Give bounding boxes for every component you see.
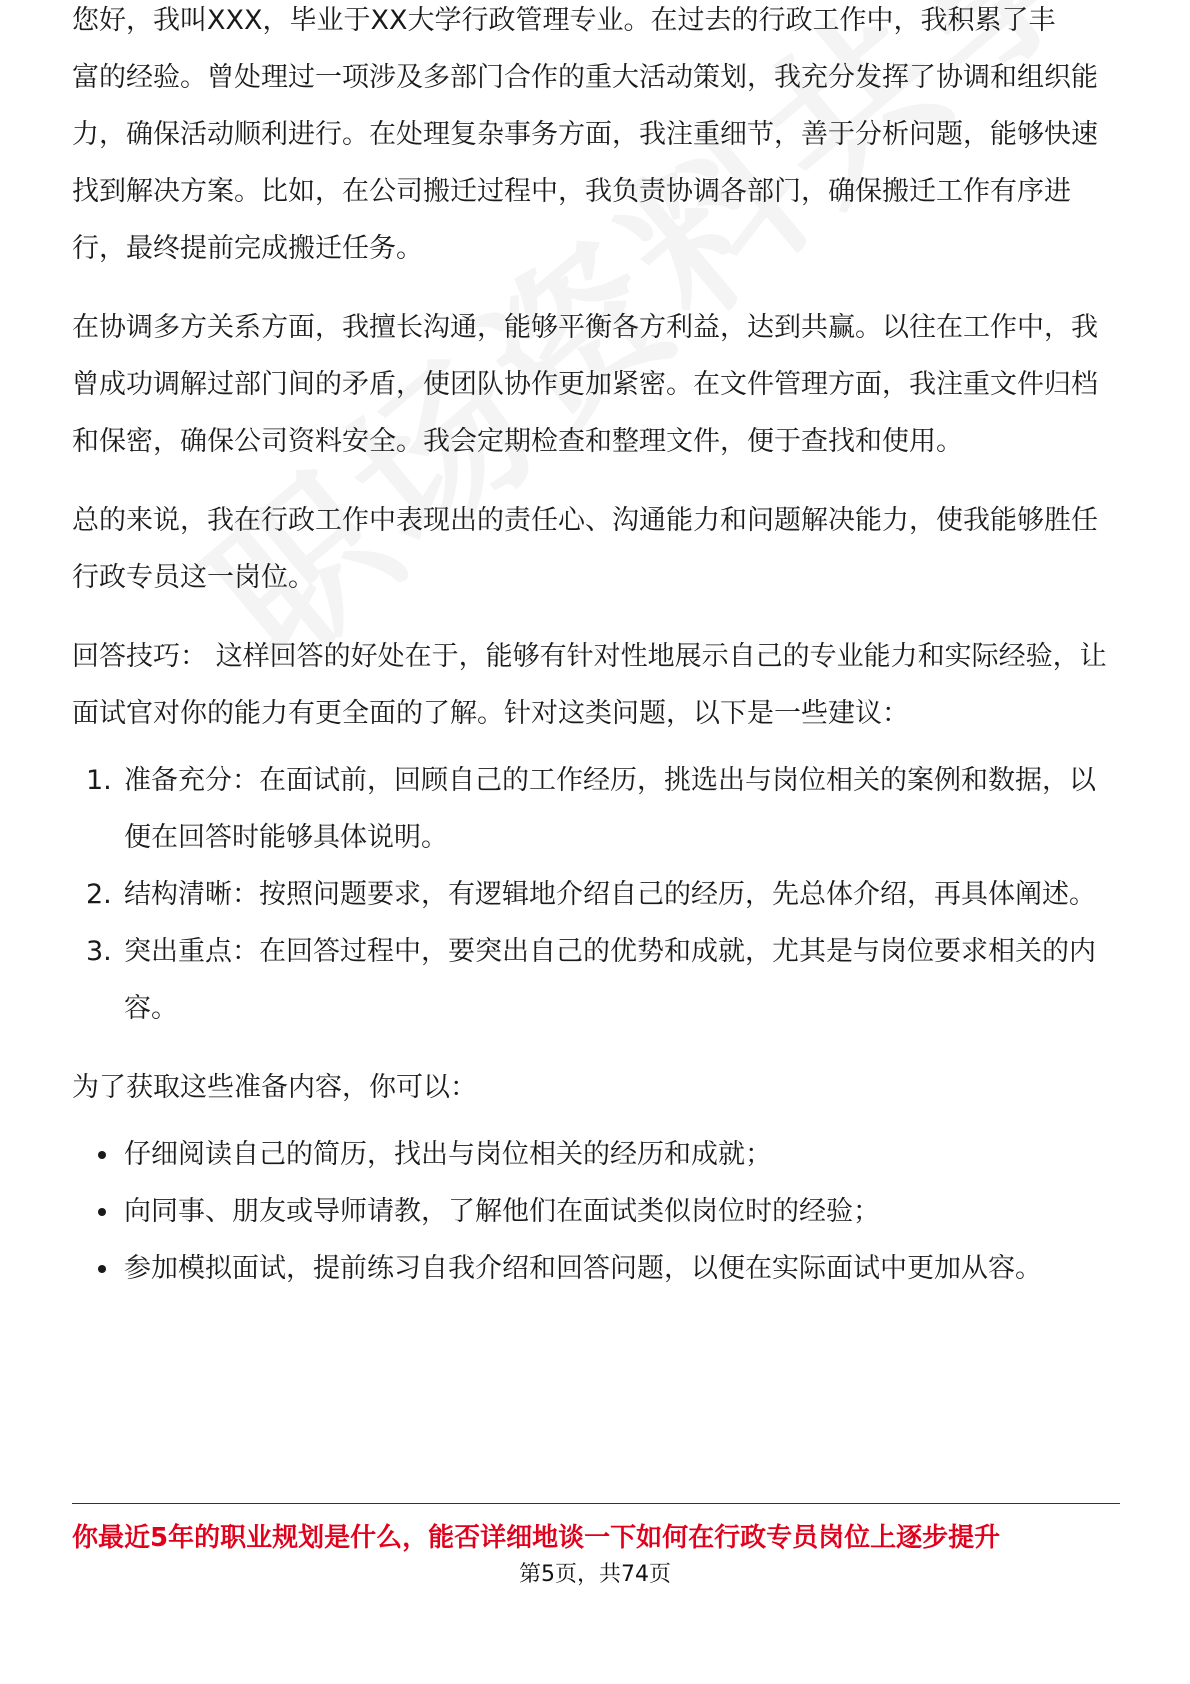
list-item-text: 向同事、朋友或导师请教，了解他们在面试类似岗位时的经验；: [124, 1196, 880, 1227]
intro-cut-text: 您好，我叫XXX，毕业于XX大学行政管理专业。在过去的行政工作中，我积累了丰: [72, 5, 1056, 36]
cut-off-line: [72, 0, 1120, 49]
list-item: [72, 923, 1120, 1037]
bullet-icon: [98, 1151, 106, 1159]
list-item-text: 结构清晰：按照问题要求，有逻辑地介绍自己的经历，先总体介绍，再具体阐述。: [124, 879, 1096, 910]
list-number: 3.: [86, 936, 112, 967]
paragraph-answer-tips: 回答技巧： 这样回答的好处在于，能够有针对性地展示自己的专业能力和实际经验，让面试官对你的能力有更全面的了解。针对这类问题，以下是一些建议：: [72, 641, 1107, 729]
next-question-heading: 你最近5年的职业规划是什么，能否详细地谈一下如何在行政专员岗位上逐步提升: [72, 1523, 1001, 1553]
paragraph-experience: 富的经验。曾处理过一项涉及多部门合作的重大活动策划，我充分发挥了协调和组织能力，确保活动顺利进行。在处理复杂事务方面，我注重细节，善于分析问题，能够快速找到解决方案。比如，在公司搬迁过程中，我负责协调各部门，确保搬迁工作有序进行，最终提前完成搬迁任务。: [72, 62, 1098, 264]
list-item: [72, 752, 1120, 866]
list-item-text: 突出重点：在回答过程中，要突出自己的优势和成就，尤其是与岗位要求相关的内容。: [124, 936, 1096, 1024]
paragraph-summary: 总的来说，我在行政工作中表现出的责任心、沟通能力和问题解决能力，使我能够胜任行政专员这一岗位。: [72, 505, 1098, 593]
paragraph-preparation: 为了获取这些准备内容，你可以：: [72, 1072, 477, 1103]
bullet-icon: [98, 1208, 106, 1216]
preparation-list: [72, 1126, 1120, 1297]
paragraph-coordination: 在协调多方关系方面，我擅长沟通，能够平衡各方利益，达到共赢。以往在工作中，我曾成功调解过部门间的矛盾，使团队协作更加紧密。在文件管理方面，我注重文件归档和保密，确保公司资料安全。我会定期检查和整理文件，便于查找和使用。: [72, 312, 1098, 457]
list-item: [72, 1240, 1120, 1297]
list-item: [72, 1183, 1120, 1240]
list-item-text: 参加模拟面试，提前练习自我介绍和回答问题，以便在实际面试中更加从容。: [124, 1253, 1042, 1284]
list-item: [72, 866, 1120, 923]
list-item-text: 准备充分：在面试前，回顾自己的工作经历，挑选出与岗位相关的案例和数据，以便在回答时能够具体说明。: [124, 765, 1096, 853]
page-number: 第5页，共74页: [519, 1562, 671, 1587]
list-item-text: 仔细阅读自己的简历，找出与岗位相关的经历和成就；: [124, 1139, 772, 1170]
list-number: 2.: [86, 879, 112, 910]
page-content: [72, 5, 1120, 1297]
bullet-icon: [98, 1265, 106, 1273]
footer-divider: [72, 1503, 1120, 1504]
list-item: [72, 1126, 1120, 1183]
list-number: 1.: [86, 765, 112, 796]
tips-list: [72, 752, 1120, 1037]
